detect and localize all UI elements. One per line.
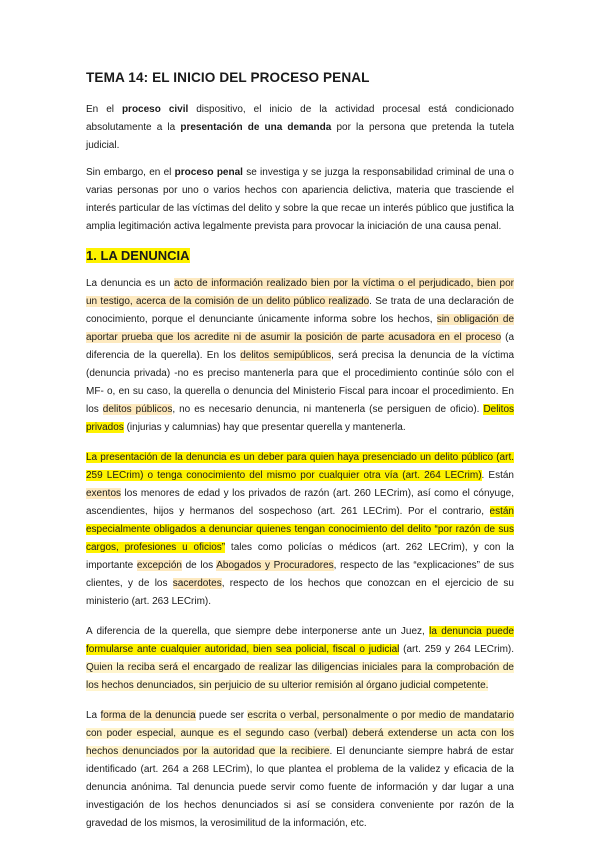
text-run: . Se trata de una declaración de conocimiento, porque el denunciante únicamente informa sobre los hechos, bbox=[86, 296, 514, 325]
paragraph-autoridad-receptora bbox=[86, 623, 514, 695]
highlight-orange: exentos bbox=[86, 488, 122, 499]
paragraph-deber-denunciar bbox=[86, 449, 514, 611]
highlight-yellow: están especialmente obligados a denunciar quienes tengan conocimiento del delito “por razón de sus cargos, profesiones u oficios” bbox=[86, 506, 514, 553]
highlight-yellow: La presentación de la denuncia es un deber para quien haya presenciado un delito público (art. 259 LECrim) o tenga conocimiento del mismo por cualquier otra vía (art. 264 LECrim) bbox=[86, 452, 514, 481]
paragraph-forma-denuncia bbox=[86, 707, 514, 833]
highlight-orange: acto de información realizado bien por la víctima o el perjudicado, bien por un testigo, acerca de la comisión de un delito público realizado bbox=[86, 278, 515, 307]
highlight-orange: sin obligación de aportar prueba que los acredite ni de asumir la posición de parte acusadora en el proceso bbox=[86, 314, 515, 343]
text-run: dispositivo, el inicio de la actividad procesal está condicionado absolutamente a la bbox=[86, 104, 514, 133]
text-run: La denuncia es un bbox=[86, 278, 174, 289]
text-run: , será precisa la denuncia de la víctima (denuncia privada) -no es preciso mantenerla para que el procedimiento continúe sólo con el MF- o, en su caso, la querella o denuncia del Ministerio Fiscal para incoar el procedimiento. En los bbox=[86, 350, 514, 415]
paragraph-proceso-civil bbox=[86, 101, 514, 155]
text-run: (art. 259 y 264 LECrim). bbox=[399, 644, 515, 655]
highlight-orange: Abogados y Procuradores bbox=[216, 560, 334, 571]
paragraph-definicion-denuncia bbox=[86, 275, 514, 437]
bold-term: proceso civil bbox=[121, 104, 189, 115]
text-run: tales como policías o médicos (art. 262 LECrim), y con la importante bbox=[86, 542, 514, 571]
text-run: La bbox=[86, 710, 101, 721]
section-label: LA DENUNCIA bbox=[96, 248, 190, 263]
section-number: 1. bbox=[86, 248, 97, 263]
highlight-orange: sacerdotes bbox=[172, 578, 222, 589]
text-run: puede ser bbox=[195, 710, 248, 721]
page-title: TEMA 14: EL INICIO DEL PROCESO PENAL bbox=[86, 70, 370, 85]
highlight-yellow: la denuncia puede formularse ante cualquier autoridad, bien sea policial, fiscal o judicial bbox=[86, 626, 514, 655]
text-run: , no es necesario denuncia, ni mantenerla (se persiguen de oficio). bbox=[172, 404, 484, 415]
text-run: . El denunciante siempre habrá de estar identificado (art. 264 a 268 LECrim), lo que plantea el problema de la validez y eficacia de la denuncia anónima. Tal denuncia puede servir como fuente de información y dar lugar a una investigación de los hechos denunciados si así se considera conveniente por razón de la gravedad de los mismos, la verosimilitud de la información, etc. bbox=[86, 746, 514, 829]
highlight-yellow: Delitos privados bbox=[86, 404, 515, 433]
text-run: por la persona que pretenda la tutela judicial. bbox=[86, 122, 515, 151]
text-run: se investiga y se juzga la responsabilidad criminal de una o varias personas por uno o varios hechos con apariencia delictiva, materia que trasciende el interés particular de las víctimas del delito y sobre la que recae un interés público que justifica la amplia legitimación activa legalmente prevista para provocar la iniciación de una causa penal. bbox=[86, 167, 514, 232]
text-run: A diferencia de la querella, que siempre debe interponerse ante un Juez, bbox=[86, 626, 430, 637]
text-run: , respecto de los hechos que conozcan en el ejercicio de su ministerio (art. 263 LECrim). bbox=[86, 578, 514, 607]
highlight-pale: Quien la reciba será el encargado de realizar las diligencias iniciales para la comprobación de los hechos denunciados, sin perjuicio de su ulterior remisión al órgano judicial competente. bbox=[86, 662, 514, 691]
highlight-orange: delitos públicos bbox=[102, 404, 173, 415]
highlight-orange: forma de la denuncia bbox=[100, 710, 196, 721]
paragraph-proceso-penal bbox=[86, 164, 514, 236]
text-run: Sin embargo, en el bbox=[86, 167, 175, 178]
bold-term: presentación de una demanda bbox=[180, 122, 332, 133]
text-run: . Están bbox=[481, 470, 514, 481]
text-run: , respecto de las “explicaciones” de sus clientes, y de los bbox=[86, 560, 515, 589]
highlight-orange: delitos semipúblicos bbox=[240, 350, 332, 361]
text-run: los menores de edad y los privados de razón (art. 260 LECrim), así como el cónyuge, ascendientes, hijos y hermanos del sospechoso (art. 261 LECrim). Por el contrario, bbox=[86, 488, 514, 517]
text-run: En el bbox=[86, 104, 122, 115]
text-run: de los bbox=[181, 560, 217, 571]
highlight-pale: escrita o verbal, personalmente o por medio de mandatario con poder especial, aunque es el segundo caso (verbal) deberá extenderse un acta con los hechos denunciados por la autoridad que la recibiere bbox=[86, 710, 515, 757]
bold-term: proceso penal bbox=[174, 167, 243, 178]
highlight-orange: excepción bbox=[136, 560, 182, 571]
section-heading-denuncia bbox=[86, 248, 514, 263]
text-run: (injurias y calumnias) hay que presentar querella y mantenerla. bbox=[123, 422, 406, 433]
text-run: (a diferencia de la querella). En los bbox=[86, 332, 515, 361]
